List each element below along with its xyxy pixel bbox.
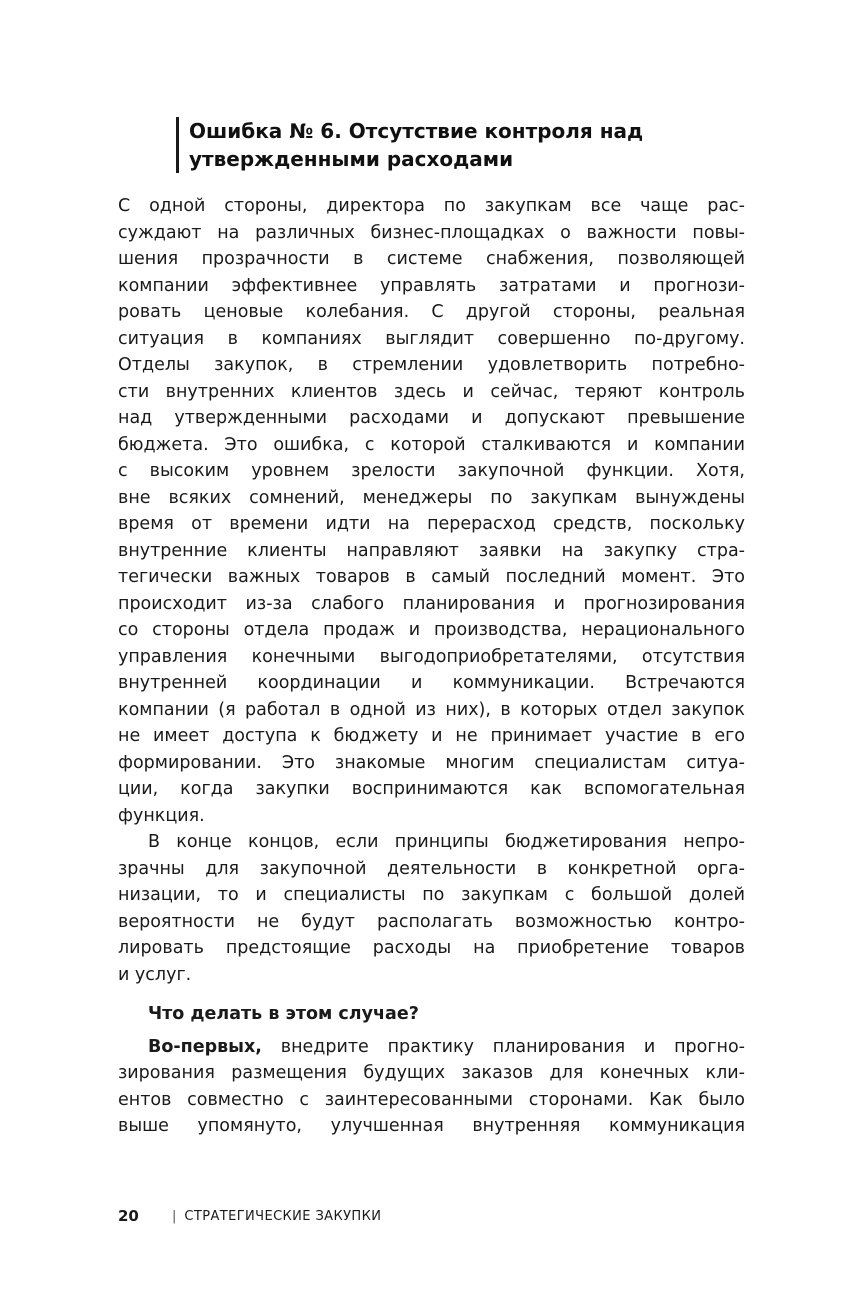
- text-line: тегически важных товаров в самый последний момент. Это: [118, 567, 745, 587]
- running-title: СТРАТЕГИЧЕСКИЕ ЗАКУПКИ: [184, 1208, 382, 1224]
- text-line: [118, 1034, 745, 1061]
- text-line: компании эффективнее управлять затратами и прогнози-: [118, 275, 745, 296]
- text-line: не имеет доступа к бюджету и не принимает участие в его: [118, 726, 745, 746]
- text-line: зирования размещения будущих заказов для конечных кли-: [118, 1063, 745, 1083]
- text-line: зрачны для закупочной деятельности в конкретной орга-: [118, 858, 745, 879]
- text-line: вероятности не будут располагать возможностью контро-: [118, 911, 745, 932]
- text-line: выше упомянуто, улучшенная внутренняя коммуникация: [118, 1116, 745, 1136]
- text-line: над утвержденными расходами и допускают превышение: [118, 408, 745, 428]
- text-line: суждают на различных бизнес-площадках о важности повы-: [118, 222, 745, 243]
- text-line: вне всяких сомнений, менеджеры по закупкам вынуждены: [118, 487, 745, 508]
- text-line: со стороны отдела продаж и производства, нерационального: [118, 620, 745, 640]
- paragraph-1: [118, 193, 745, 829]
- text-line: и услуг.: [118, 964, 192, 985]
- text-line: ции, когда закупки воспринимаются как вспомогательная: [118, 779, 745, 799]
- text-line: внутренние клиенты направляют заявки на закупку стра-: [118, 540, 745, 561]
- text-line: время от времени идти на перерасход средств, поскольку: [118, 514, 745, 534]
- text-line: ровать ценовые колебания. С другой стороны, реальная: [118, 302, 745, 322]
- footer-separator: |: [172, 1208, 177, 1224]
- text-line: функция.: [118, 805, 205, 826]
- text-line: ентов совместно с заинтересованными сторонами. Как было: [118, 1089, 745, 1110]
- text-line: происходит из-за слабого планирования и прогнозирования: [118, 593, 745, 614]
- body-text: [118, 193, 745, 1140]
- section-heading: [176, 117, 749, 173]
- subheading: Что делать в этом случае?: [148, 1004, 419, 1024]
- heading-line-2: утвержденными расходами: [189, 147, 514, 171]
- text-line: лировать предстоящие расходы на приобретение товаров: [118, 938, 745, 958]
- text-line: низации, то и специалисты по закупкам с большой долей: [118, 885, 745, 905]
- page-footer: [118, 1207, 381, 1225]
- text-line: компании (я работал в одной из них), в которых отдел закупок: [118, 699, 745, 720]
- text-line: ситуация в компаниях выглядит совершенно по-другому.: [118, 328, 745, 349]
- text-fragment: внедрите практику планирования и прогно-: [261, 1036, 745, 1057]
- text-line: В конце концов, если принципы бюджетирования непро-: [148, 832, 745, 852]
- page-number: 20: [118, 1207, 139, 1225]
- text-line: шения прозрачности в системе снабжения, позволяющей: [118, 249, 745, 269]
- text-line: управления конечными выгодоприобретателями, отсутствия: [118, 646, 745, 667]
- text-line: бюджета. Это ошибка, с которой сталкиваются и компании: [118, 434, 745, 455]
- text-line: сти внутренних клиентов здесь и сейчас, теряют контроль: [118, 381, 745, 402]
- heading-line-1: Ошибка № 6. Отсутствие контроля над: [189, 119, 644, 143]
- text-line: С одной стороны, директора по закупкам все чаще рас-: [118, 196, 745, 216]
- text-line: формировании. Это знакомые многим специалистам ситуа-: [118, 752, 745, 773]
- text-line: с высоким уровнем зрелости закупочной функции. Хотя,: [118, 461, 745, 481]
- paragraph-3: [118, 1034, 745, 1140]
- text-line: внутренней координации и коммуникации. Встречаются: [118, 673, 745, 693]
- text-line: Отделы закупок, в стремлении удовлетворить потребно-: [118, 355, 745, 375]
- lead-word: Во-первых,: [148, 1036, 262, 1057]
- paragraph-2: [118, 829, 745, 988]
